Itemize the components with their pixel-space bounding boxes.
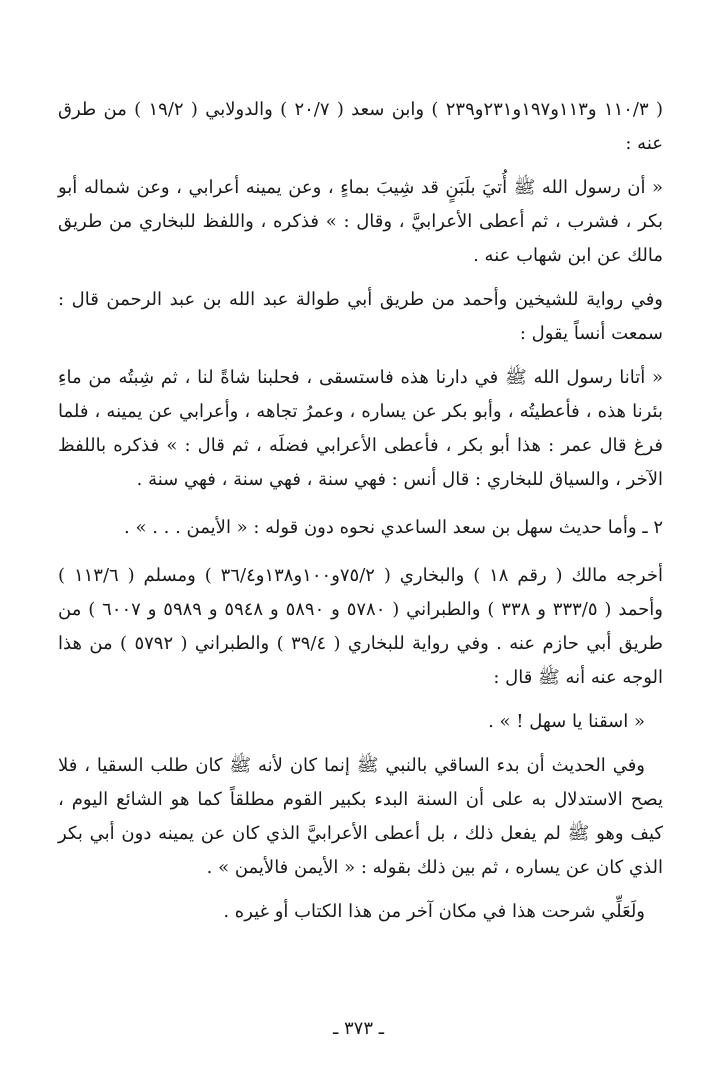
paragraph-hadith-anas: « أن رسول الله ﷺ أُتيَ بلَبَنٍ قد شِيبَ بماءٍ ، وعن يمينه أعرابي ، وعن شماله أبو بكر ، فشرب ، ثم أعطى الأعرابيَّ ، وقال : » فذكره ، واللفظ للبخاري من طريق مالك عن ابن شهاب عنه . xyxy=(58,177,663,266)
paragraph-hadith-atana: « أتانا رسول الله ﷺ في دارنا هذه فاستسقى ، فحلبنا شاةً لنا ، ثم شِبتُه من ماءِ بئرنا هذه ، فأعطيتُه ، وأبو بكر عن يساره ، وعمرُ تجاهه ، وأعرابي عن يمينه ، فلما فرغ قال عمر : هذا أبو بكر ، فأعطى الأعرابي فضلَه ، ثم قال : » فذكره باللفظ الآخر ، والسياق للبخاري : قال أنس : فهي سنة ، فهي سنة ، فهي سنة . xyxy=(58,367,663,490)
paragraph-takhrij-sahl: أخرجه مالك ( رقم ١٨ ) والبخاري ( ٧٥/٢و١٠٠و١٣٨و٣٦/٤ ) ومسلم ( ١١٣/٦ ) وأحمد ( ٣٣٣/٥ و ٣٣٨ ) والطبراني ( ٥٧٨٠ و ٥٨٩٠ و ٥٩٤٨ و ٥٩٨٩ و ٦٠٠٧ ) من طريق أبي حازم عنه . وفي رواية للبخاري ( ٣٩/٤ ) والطبراني ( ٥٧٩٢ ) من هذا الوجه عنه أنه ﷺ قال : xyxy=(58,565,663,688)
page-number: ـ ٣٧٣ ـ xyxy=(332,1018,384,1039)
paragraph-riwaya-shaykhain: وفي رواية للشيخين وأحمد من طريق أبي طوالة عبد الله بن عبد الرحمن قال : سمعت أنساً يقول : xyxy=(58,289,663,344)
paragraph-sources-continued: ( ١١٠/٣ و١١٣و١٩٧و٢٣١و٢٣٩ ) وابن سعد ( ٢٠/٧ ) والدولابي ( ١٩/٢ ) من طرق عنه : xyxy=(58,99,663,154)
paragraph-closing: ولَعَلِّي شرحت هذا في مكان آخر من هذا الكتاب أو غيره . xyxy=(223,901,645,922)
paragraph-commentary: وفي الحديث أن بدء الساقي بالنبي ﷺ إنما كان لأنه ﷺ كان طلب السقيا ، فلا يصح الاستدلال به على أن السنة البدء بكبير القوم مطلقاً كما هو الشائع اليوم ، كيف وهو ﷺ لم يفعل ذلك ، بل أعطى الأعرابيَّ الذي كان عن يمينه دون أبي بكر الذي كان عن يساره ، ثم بين ذلك بقوله : « الأيمن فالأيمن » . xyxy=(58,755,663,878)
paragraph-isqina: « اسقنا يا سهل ! » . xyxy=(488,711,645,732)
page-body xyxy=(58,93,663,929)
paragraph-hadith-sahl: ٢ ـ وأما حديث سهل بن سعد الساعدي نحوه دون قوله : « الأيمن . . . » . xyxy=(124,517,663,538)
